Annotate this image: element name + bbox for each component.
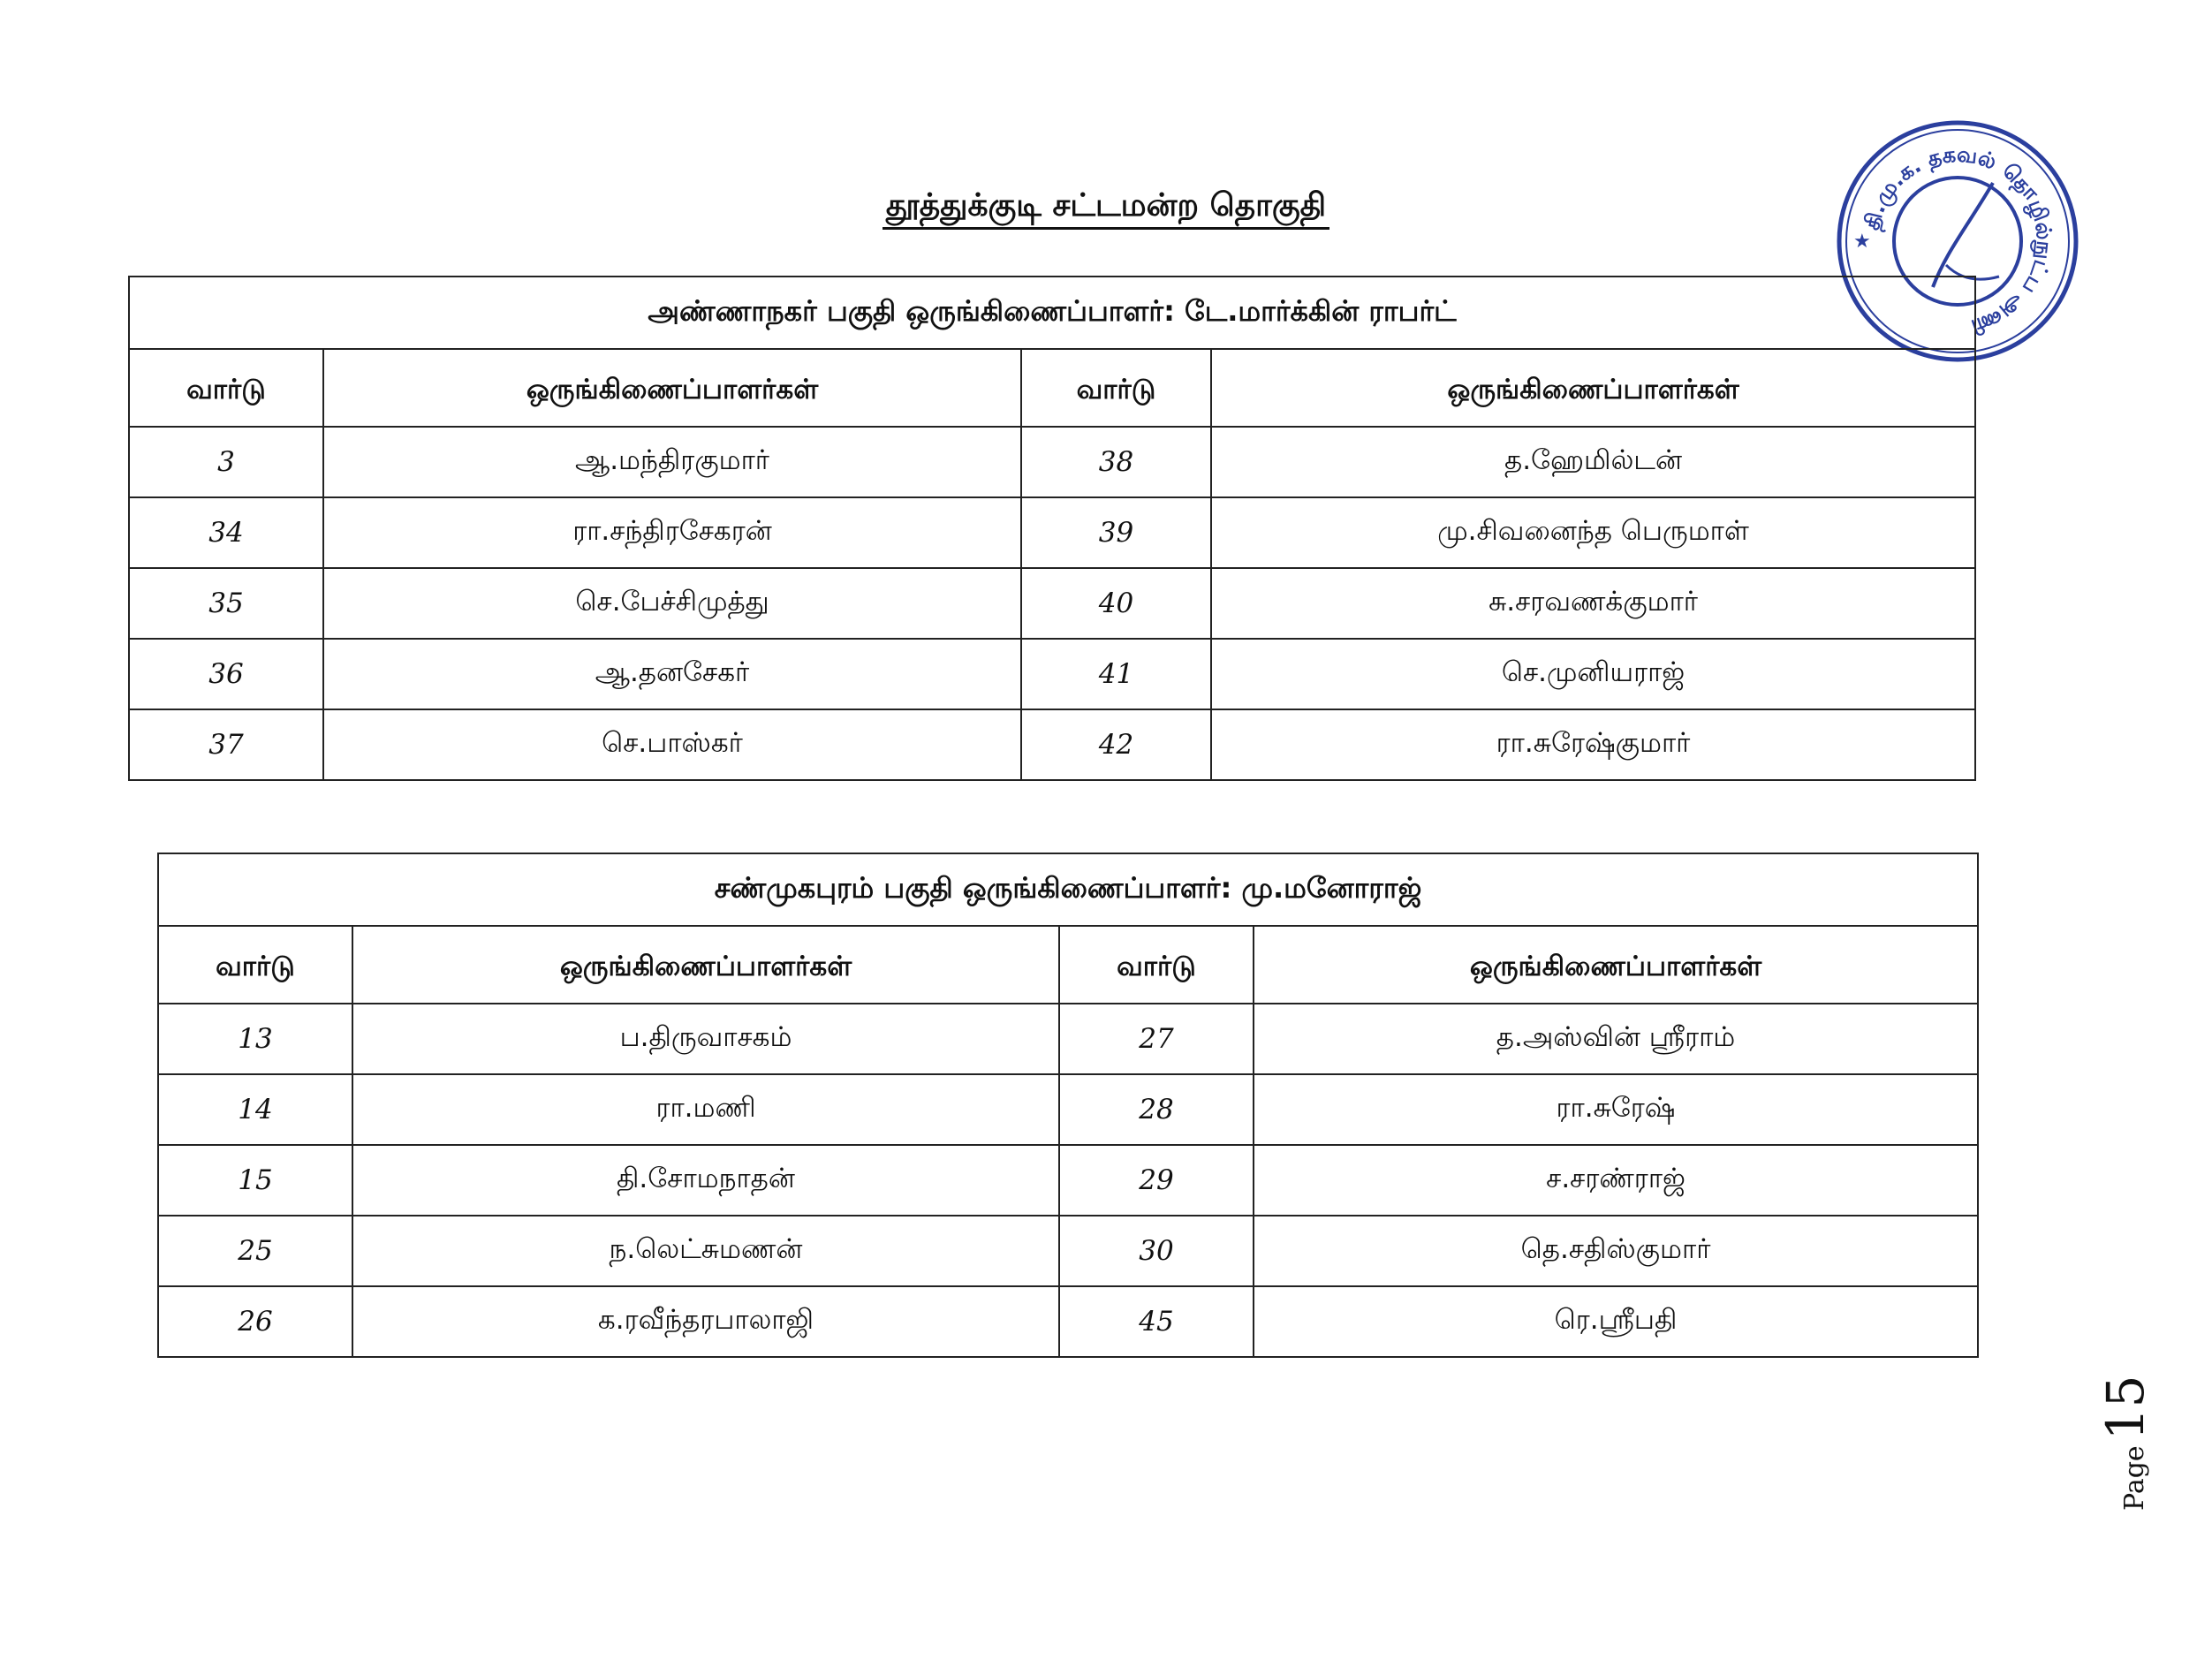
ward-number: 41 — [1021, 639, 1211, 709]
table-row — [158, 1145, 1978, 1216]
ward-number: 13 — [158, 1004, 352, 1074]
ward-number: 36 — [129, 639, 323, 709]
coordinator-name: ரா.சுரேஷ்குமார் — [1211, 709, 1975, 780]
ward-number: 15 — [158, 1145, 352, 1216]
table-row — [129, 709, 1975, 780]
coordinator-name: மு.சிவனைந்த பெருமாள் — [1211, 497, 1975, 568]
column-header-coordinators: ஒருங்கிணைப்பாளர்கள் — [1254, 926, 1978, 1004]
ward-number: 14 — [158, 1074, 352, 1145]
section-table-annanagar — [128, 276, 1976, 781]
ward-number: 38 — [1021, 427, 1211, 497]
coordinator-name: ப.திருவாசகம் — [352, 1004, 1059, 1074]
page-number-value: 15 — [2095, 1375, 2155, 1441]
coordinator-name: செ.முனியராஜ் — [1211, 639, 1975, 709]
table-row — [129, 497, 1975, 568]
coordinator-name: செ.பேச்சிமுத்து — [323, 568, 1021, 639]
section-heading: சண்முகபுரம் பகுதி ஒருங்கிணைப்பாளர்: மு.மனோராஜ் — [158, 853, 1978, 926]
coordinator-name: செ.பாஸ்கர் — [323, 709, 1021, 780]
table-row — [129, 568, 1975, 639]
table-row — [158, 1216, 1978, 1286]
ward-number: 37 — [129, 709, 323, 780]
column-header-ward: வார்டு — [1059, 926, 1254, 1004]
table-row — [158, 1074, 1978, 1145]
svg-text:★: ★ — [1853, 231, 1871, 253]
column-header-coordinators: ஒருங்கிணைப்பாளர்கள் — [352, 926, 1059, 1004]
column-header-coordinators: ஒருங்கிணைப்பாளர்கள் — [1211, 349, 1975, 427]
ward-number: 25 — [158, 1216, 352, 1286]
column-header-ward: வார்டு — [158, 926, 352, 1004]
section-table-shanmugapuram — [157, 853, 1979, 1358]
coordinator-name: ரா.சுரேஷ் — [1254, 1074, 1978, 1145]
page-title: தூத்துக்குடி சட்டமன்ற தொகுதி — [0, 187, 2212, 228]
coordinator-name: தி.சோமநாதன் — [352, 1145, 1059, 1216]
ward-number: 3 — [129, 427, 323, 497]
coordinator-name: ந.லெட்சுமணன் — [352, 1216, 1059, 1286]
ward-number: 28 — [1059, 1074, 1254, 1145]
coordinator-name: ரா.சந்திரசேகரன் — [323, 497, 1021, 568]
ward-number: 45 — [1059, 1286, 1254, 1357]
column-header-coordinators: ஒருங்கிணைப்பாளர்கள் — [323, 349, 1021, 427]
coordinator-name: ரெ.ஸ்ரீபதி — [1254, 1286, 1978, 1357]
table-row — [129, 427, 1975, 497]
coordinator-name: தெ.சதிஸ்குமார் — [1254, 1216, 1978, 1286]
ward-number: 34 — [129, 497, 323, 568]
svg-text:தி.மு.க. தகவல் தொழில்நுட்ப அணி: தி.மு.க. தகவல் தொழில்நுட்ப அணி — [1859, 141, 2057, 340]
coordinator-name: ஆ.தனசேகர் — [323, 639, 1021, 709]
ward-number: 29 — [1059, 1145, 1254, 1216]
ward-number: 27 — [1059, 1004, 1254, 1074]
table-row — [129, 639, 1975, 709]
column-header-ward: வார்டு — [129, 349, 323, 427]
table-row — [158, 1004, 1978, 1074]
page-number — [2067, 1352, 2155, 1520]
ward-number: 26 — [158, 1286, 352, 1357]
coordinator-name: ரா.மணி — [352, 1074, 1059, 1145]
coordinator-name: க.ரவீந்தரபாலாஜி — [352, 1286, 1059, 1357]
ward-number: 40 — [1021, 568, 1211, 639]
coordinator-name: த.ஹேமில்டன் — [1211, 427, 1975, 497]
ward-number: 42 — [1021, 709, 1211, 780]
ward-number: 35 — [129, 568, 323, 639]
ward-number: 39 — [1021, 497, 1211, 568]
column-header-ward: வார்டு — [1021, 349, 1211, 427]
coordinator-name: த.அஸ்வின் ஸ்ரீராம் — [1254, 1004, 1978, 1074]
coordinator-name: ச.சரண்ராஜ் — [1254, 1145, 1978, 1216]
ward-number: 30 — [1059, 1216, 1254, 1286]
table-row — [158, 1286, 1978, 1357]
section-heading: அண்ணாநகர் பகுதி ஒருங்கிணைப்பாளர்: டே.மார்க்கின் ராபர்ட் — [129, 277, 1975, 349]
coordinator-name: சு.சரவணக்குமார் — [1211, 568, 1975, 639]
coordinator-name: ஆ.மந்திரகுமார் — [323, 427, 1021, 497]
page-label: Page — [2119, 1445, 2150, 1511]
